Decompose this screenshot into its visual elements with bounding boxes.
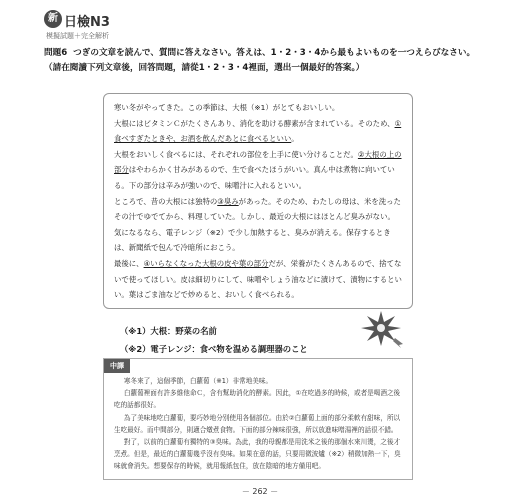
translation-paragraph-1: 寒冬來了，這個季節，白蘿蔔（※1）非常地美味。 — [123, 377, 273, 385]
translation-box — [103, 358, 413, 480]
passage-paragraph-4 — [114, 194, 402, 256]
passage-text: 最後に、 — [114, 258, 144, 268]
book-subtitle: 模擬試題＋完全解析 — [46, 32, 109, 40]
series-badge: 新 — [44, 10, 62, 28]
passage-text: 大根をおいしく食べるには、それぞれの部位を上手に使い分けることだ。 — [114, 149, 358, 159]
passage-paragraph-5 — [114, 256, 402, 303]
footnote-1: （※1）大根：野菜の名前 — [120, 326, 217, 336]
passage-text: ところで、昔の大根には独特の — [114, 196, 218, 206]
page-number: － 262 － — [241, 487, 279, 496]
translation-text — [114, 375, 406, 473]
passage-text: 。 — [291, 134, 299, 144]
reading-passage — [103, 93, 413, 309]
passage-paragraph-2 — [114, 116, 402, 147]
underline-4: ④いらなくなった大根の皮や葉の部分 — [143, 258, 269, 268]
book-title: 日檢N3 — [64, 15, 110, 30]
passage-text: 寒い冬がやってきた。この季節は、大根（※1）がとてもおいしい。 — [114, 103, 340, 112]
passage-text: 大根にはビタミンＣがたくさんあり、消化を助ける酵素が含まれている。そのため、 — [114, 118, 395, 128]
underline-1: ①食べすぎたときや、お酒を飲んだあとに食べるといい — [114, 118, 402, 144]
passage-paragraph-1 — [114, 100, 402, 116]
underline-3: ③臭み — [217, 196, 239, 206]
question-text: つぎの文章を読んで、質問に答えなさい。答えは、1・2・3・4から最もよいものを一つえらびなさい。（請在閱讀下列文章後，回答問題，請從1・2・3・4裡面，選出一個最好的答案。） — [44, 48, 476, 73]
translation-label: 中譯 — [104, 359, 130, 373]
footnotes — [120, 322, 308, 358]
flower-illustration — [355, 308, 407, 348]
translation-paragraph-4: 對了，以前的白蘿蔔有獨特的③臭味。為此，我的母親都是用洗米之後的那個水來川燙，之後才烹煮。但是，最近的白蘿蔔幾乎沒有臭味。如果在意的話，只要用微波爐（※2）稍微加熱一下，臭味就會消失。想要保存的時候，就用報紙包住，放在陰暗的地方備用吧。 — [114, 438, 401, 471]
translation-paragraph-2: 白蘿蔔裡面有許多維他命Ｃ，含有幫助消化的酵素。因此，①在吃過多的時候，或者是喝酒之後吃的話都很好。 — [114, 389, 401, 410]
footnote-2: （※2）電子レンジ：食べ物を温める調理器のこと — [120, 344, 308, 354]
question-number: 問題6 — [44, 48, 68, 58]
underline-2: ②大根の上の部分 — [114, 149, 402, 175]
passage-text: はやわらかく甘みがあるので、生で食べたほうがいい。真ん中は煮物に向いている。下の部分は辛みが強いので、味噌汁に入れるといい。 — [114, 165, 395, 190]
page-header — [44, 10, 484, 40]
translation-paragraph-3: 為了美味地吃白蘿蔔，要巧妙地分別使用各個部位。由於②白蘿蔔上面的部分柔軟有甜味，所以生吃最好。而中間部分，則適合燉煮食物。下面的部分辣味很強，所以放進味噌湯裡的話很不錯。 — [114, 413, 401, 434]
question-prompt — [44, 46, 484, 76]
passage-text: があった。そのため、わたしの母は、米を洗ったその汁でゆでてから、料理していた。しかし、最近の大根にはほとんど臭みがない。気になるなら、電子レンジ（※2）で少し加熱すると、臭みが消える。保存するときは、新聞紙で包んで冷暗所におこう。 — [114, 196, 401, 253]
passage-text: だが、栄養がたくさんあるので、捨てないで使ってほしい。皮は細切りにして、味噌やしょう油などに漬けて、漬物にするといい。葉はごま油などで炒めると、おいしく食べられる。 — [114, 258, 402, 300]
passage-paragraph-3 — [114, 147, 402, 194]
